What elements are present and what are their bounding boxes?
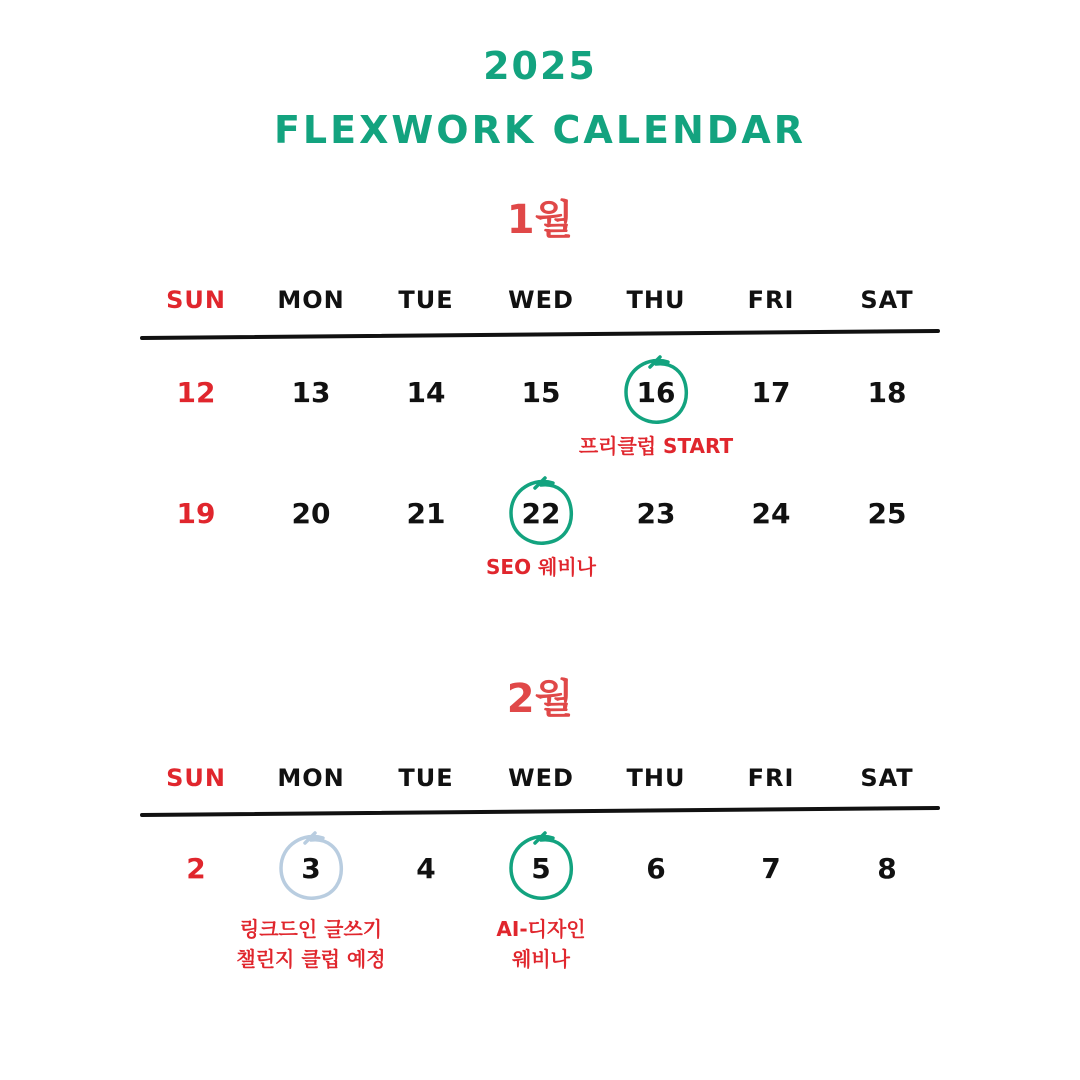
weekday-fri: FRI — [747, 764, 795, 792]
weekday-thu: THU — [626, 764, 686, 792]
day-cell: 17 — [751, 376, 791, 409]
calendar-year: 2025 — [483, 44, 597, 88]
day-cell-highlighted: 5 — [531, 852, 551, 885]
day-cell: 4 — [416, 852, 436, 885]
day-cell: 2 — [186, 852, 206, 885]
day-cell: 21 — [406, 497, 446, 530]
day-cell: 24 — [751, 497, 791, 530]
day-cell: 14 — [406, 376, 446, 409]
month-label-february: 2월 — [506, 676, 574, 722]
weekday-header-january — [0, 286, 1080, 326]
day-cell: 18 — [867, 376, 907, 409]
event-label-line: AI-디자인 — [496, 917, 586, 941]
event-label-line: 웨비나 — [512, 947, 570, 971]
weekday-mon: MON — [277, 764, 345, 792]
day-cell: 12 — [176, 376, 216, 409]
weekday-header-february — [0, 764, 1080, 804]
day-cell: 15 — [521, 376, 561, 409]
weekday-wed: WED — [508, 286, 574, 314]
weekday-sun: SUN — [166, 286, 226, 314]
weekday-mon: MON — [277, 286, 345, 314]
calendar-title: FLEXWORK CALENDAR — [273, 108, 807, 152]
weekday-sun: SUN — [166, 764, 226, 792]
event-label: SEO 웨비나 — [486, 555, 596, 579]
day-cell: 19 — [176, 497, 216, 530]
event-label-line: 링크드인 글쓰기 — [239, 917, 383, 941]
event-label — [181, 914, 441, 974]
weekday-sat: SAT — [860, 286, 914, 314]
weekday-wed: WED — [508, 764, 574, 792]
day-cell: 20 — [291, 497, 331, 530]
day-cell: 7 — [761, 852, 781, 885]
day-cell: 13 — [291, 376, 331, 409]
divider-line-january — [0, 326, 1080, 346]
weekday-fri: FRI — [747, 286, 795, 314]
day-cell-highlighted: 16 — [636, 376, 676, 409]
day-cell: 23 — [636, 497, 676, 530]
weekday-thu: THU — [626, 286, 686, 314]
weekday-sat: SAT — [860, 764, 914, 792]
event-label — [411, 914, 671, 974]
day-cell-highlighted: 3 — [301, 852, 321, 885]
day-cell: 6 — [646, 852, 666, 885]
day-cell: 8 — [877, 852, 897, 885]
day-cell: 25 — [867, 497, 907, 530]
weekday-tue: TUE — [398, 286, 454, 314]
month-label-january: 1월 — [506, 197, 574, 243]
divider-line-february — [0, 802, 1080, 822]
weekday-tue: TUE — [398, 764, 454, 792]
day-cell-highlighted: 22 — [521, 497, 561, 530]
event-label: 프리클럽 START — [578, 434, 734, 458]
event-label-line: 챌린지 클럽 예정 — [236, 947, 386, 971]
